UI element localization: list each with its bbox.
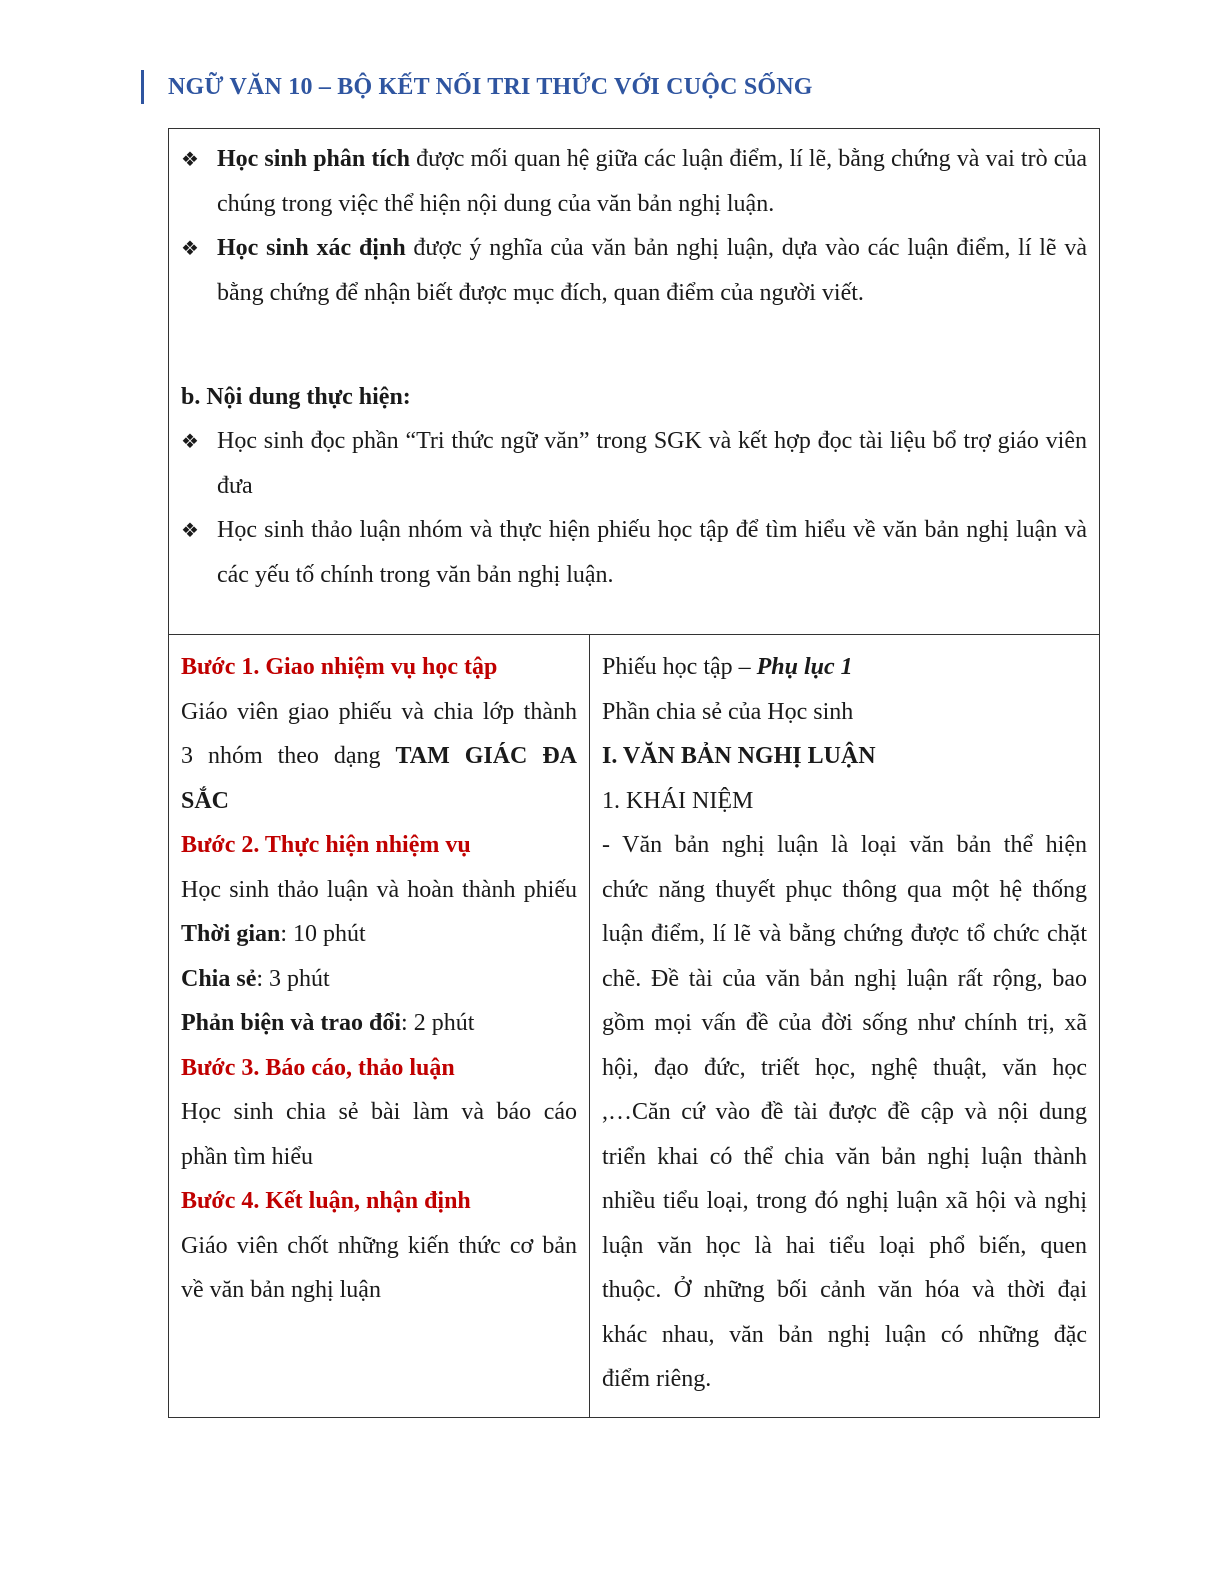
concept-line: nhiều tiểu loại, trong đó nghị luận xã hội và nghị: [602, 1188, 1087, 1214]
step2-title: Bước 2. Thực hiện nhiệm vụ: [181, 832, 471, 858]
share-value: : 3 phút: [256, 965, 330, 992]
objective-text: [217, 226, 1087, 315]
concept-line: ,…Căn cứ vào đề tài được đề cập và nội dung: [602, 1099, 1087, 1125]
concept-line: chức năng thuyết phục thông qua một hệ thống: [602, 876, 1087, 903]
worksheet-label-line: [602, 645, 1087, 690]
concept-line: chẽ. Đề tài của văn bản nghị luận rất rộng, bao: [602, 965, 1087, 992]
objective-rest: được ý nghĩa của văn bản nghị luận, dựa vào các luận điểm, lí lẽ và bằng chứng để nhận biết được mục đích, quan điểm của người viết.: [217, 235, 1087, 306]
diamond-bullet-icon: ❖: [181, 429, 199, 453]
worksheet-label: Phiếu học tập –: [602, 654, 757, 680]
steps-column: [181, 645, 577, 1313]
time-line: [181, 912, 577, 957]
step3-text-2: phần tìm hiểu: [181, 1143, 313, 1170]
concept-line: triển khai có thể chia văn bản nghị luận thành: [602, 1143, 1087, 1170]
step1-text: Giáo viên giao phiếu và chia lớp thành: [181, 698, 577, 725]
concept-line: - Văn bản nghị luận là loại văn bản thể hiện: [602, 832, 1087, 858]
content-section-title: b. Nội dung thực hiện:: [181, 384, 411, 410]
concept-line: hội, đạo đức, triết học, nghệ thuật, văn học: [602, 1054, 1087, 1081]
diamond-bullet-icon: ❖: [181, 147, 199, 171]
step1-text-3: [181, 779, 577, 824]
time-value: : 10 phút: [280, 921, 366, 947]
worksheet-appendix: Phụ lục 1: [756, 654, 853, 680]
time-label: Thời gian: [181, 921, 281, 947]
page-header: NGỮ VĂN 10 – BỘ KẾT NỐI TRI THỨC VỚI CUỘC SỐNG: [141, 70, 813, 104]
step4-text: Giáo viên chốt những kiến thức cơ bản: [181, 1232, 577, 1259]
objective-rest: được mối quan hệ giữa các luận điểm, lí lẽ, bằng chứng và vai trò của chúng trong việc thể hiện nội dung của văn bản nghị luận.: [217, 146, 1087, 217]
step1-text-b: 3 nhóm theo dạng: [181, 743, 381, 769]
objective-bold: Học sinh xác định: [217, 235, 406, 261]
share-label: Chia sẻ: [181, 965, 257, 992]
diamond-bullet-icon: ❖: [181, 236, 199, 260]
debate-line: [181, 1001, 577, 1046]
step1-title: Bước 1. Giao nhiệm vụ học tập: [181, 654, 498, 680]
debate-value: : 2 phút: [401, 1010, 475, 1036]
step2-text: Học sinh thảo luận và hoàn thành phiếu: [181, 876, 577, 903]
lesson-table: [168, 128, 1100, 1418]
concept-line: gồm mọi vấn đề của đời sống như chính trị, xã: [602, 1010, 1087, 1036]
concept-line: luận điểm, lí lẽ và bằng chứng được tổ chức chặt: [602, 921, 1087, 947]
worksheet-column: [602, 645, 1087, 1402]
steps-cell: [169, 635, 590, 1417]
diamond-bullet-icon: ❖: [181, 518, 199, 542]
step1-text-2: [181, 734, 577, 779]
step1-bold-2: SẮC: [181, 787, 230, 814]
step3-title: Bước 3. Báo cáo, thảo luận: [181, 1054, 455, 1081]
step3-text: Học sinh chia sẻ bài làm và báo cáo: [181, 1099, 577, 1125]
worksheet-share-line: Phần chia sẻ của Học sinh: [602, 698, 854, 725]
content-item-text: Học sinh thảo luận nhóm và thực hiện phiếu học tập để tìm hiểu về văn bản nghị luận và các yếu tố chính trong văn bản nghị luận.: [217, 517, 1087, 588]
objective-text: [217, 137, 1087, 226]
concept-last-line: điểm riêng.: [602, 1366, 712, 1392]
step1-bold: TAM GIÁC ĐA: [395, 743, 577, 769]
concept-line: luận văn học là hai tiểu loại phổ biến, quen: [602, 1232, 1087, 1259]
concept-line: thuộc. Ở những bối cảnh văn hóa và thời đại: [602, 1277, 1087, 1303]
worksheet-cell: [590, 635, 1099, 1417]
step4-text-2: về văn bản nghị luận: [181, 1277, 381, 1303]
content-item-text: Học sinh đọc phần “Tri thức ngữ văn” trong SGK và kết hợp đọc tài liệu bổ trợ giáo viên đưa: [217, 428, 1087, 499]
share-line: [181, 957, 577, 1002]
objectives-cell: [169, 129, 1099, 635]
concept-title: 1. KHÁI NIỆM: [602, 787, 754, 814]
worksheet-section-title: I. VĂN BẢN NGHỊ LUẬN: [602, 743, 876, 769]
debate-label: Phản biện và trao đổi: [181, 1010, 402, 1036]
concept-line: khác nhau, văn bản nghị luận có những đặc: [602, 1321, 1087, 1348]
objective-bold: Học sinh phân tích: [217, 146, 411, 172]
step4-title: Bước 4. Kết luận, nhận định: [181, 1188, 471, 1214]
